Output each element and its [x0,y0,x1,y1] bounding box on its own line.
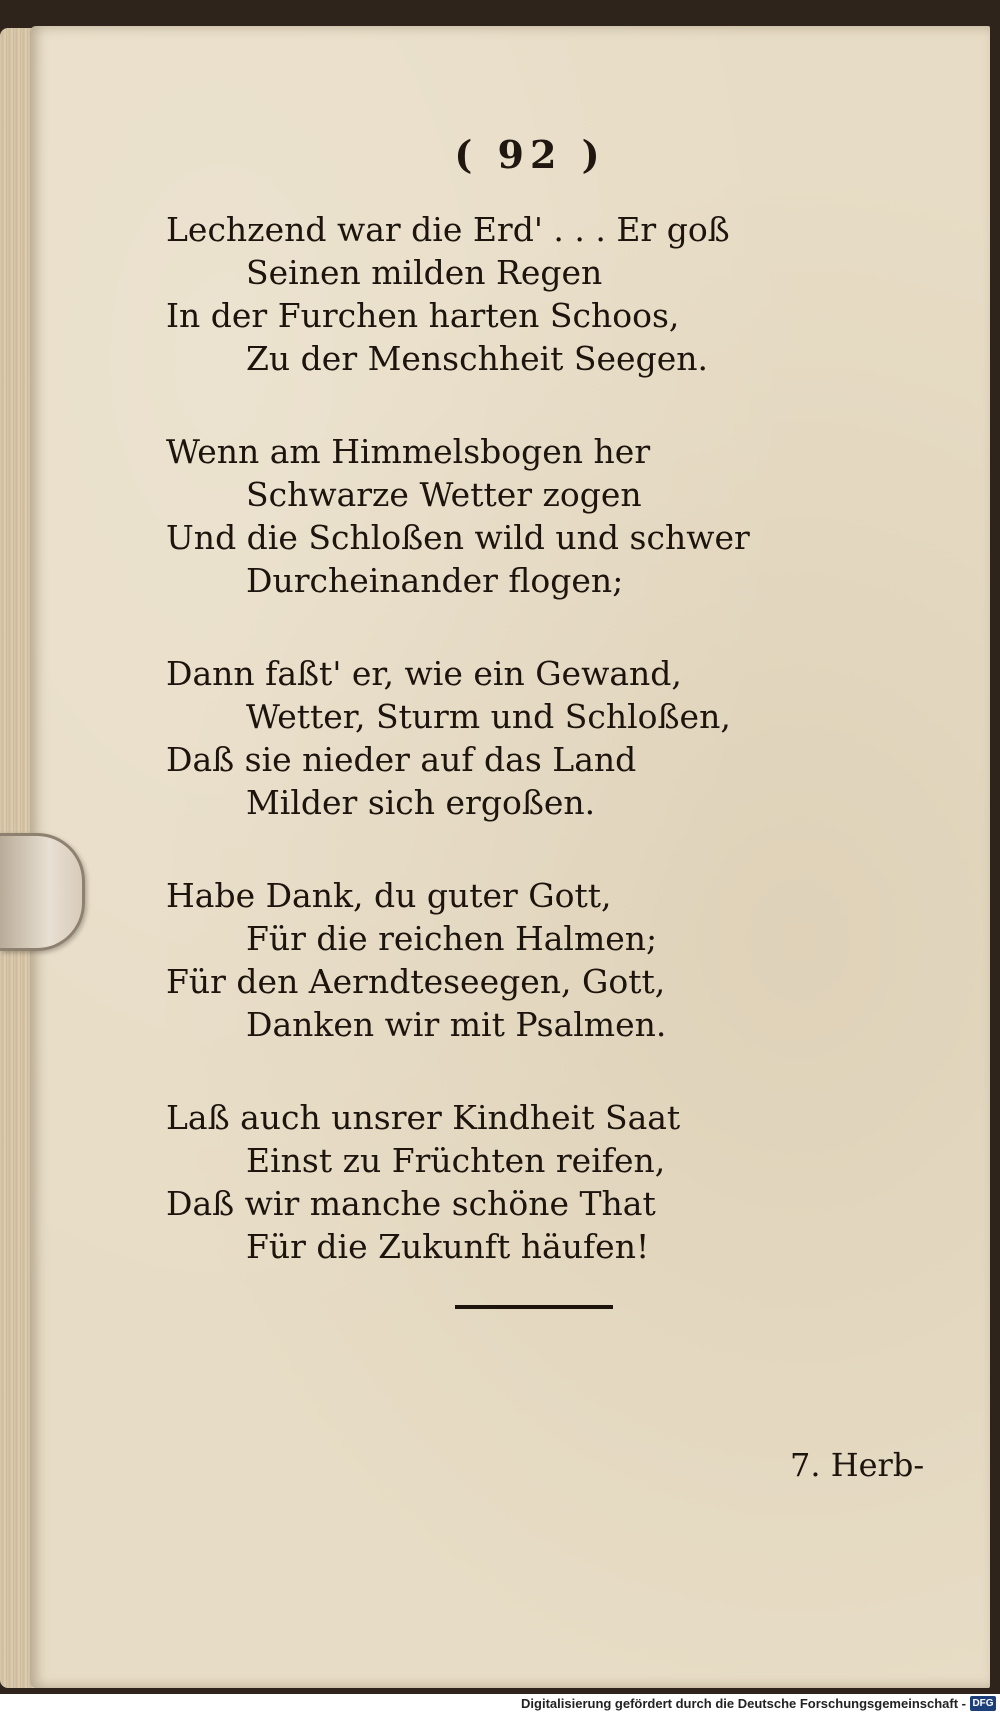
poem-line: Einst zu Früchten reifen, [246,1141,666,1180]
poem-line: Danken wir mit Psalmen. [246,1005,667,1044]
poem-line: Habe Dank, du guter Gott, [166,876,612,915]
poem-line: Wenn am Himmelsbogen her [166,432,651,471]
poem-line: Seinen milden Regen [246,253,603,292]
poem-line: Milder sich ergoßen. [246,783,596,822]
poem-line: Zu der Menschheit Seegen. [246,339,708,378]
poem-line: Für die reichen Halmen; [246,919,658,958]
stanza-4 [166,874,726,1046]
poem [166,208,750,1318]
poem-line: Lechzend war die Erd' . . . Er goß [166,210,730,249]
stanza-1 [166,208,730,380]
poem-line: Wetter, Sturm und Schloßen, [246,697,731,736]
poem-line: Laß auch unsrer Kindheit Saat [166,1098,681,1137]
poem-line: Schwarze Wetter zogen [246,475,642,514]
poem-line: Daß wir manche schöne That [166,1184,656,1223]
stanza-3 [166,652,731,824]
dfg-logo-icon: DFG [970,1696,996,1711]
poem-line: Für den Aerndteseegen, Gott, [166,962,666,1001]
poem-line: Durcheinander flogen; [246,561,624,600]
poem-line: Und die Schloßen wild und schwer [166,518,750,557]
poem-line: Dann faßt' er, wie ein Gewand, [166,654,682,693]
catchword: 7. Herb- [790,1446,925,1484]
stanza-5 [166,1096,726,1268]
stanza-2 [166,430,750,602]
poem-line: Für die Zukunft häufen! [246,1227,650,1266]
page-number: ( 92 ) [454,132,606,177]
section-rule [455,1305,613,1309]
funding-notice: Digitalisierung gefördert durch die Deutsche Forschungsgemeinschaft - [521,1696,966,1711]
poem-line: In der Furchen harten Schoos, [166,296,680,335]
poem-line: Daß sie nieder auf das Land [166,740,637,779]
page-clip [0,833,85,951]
